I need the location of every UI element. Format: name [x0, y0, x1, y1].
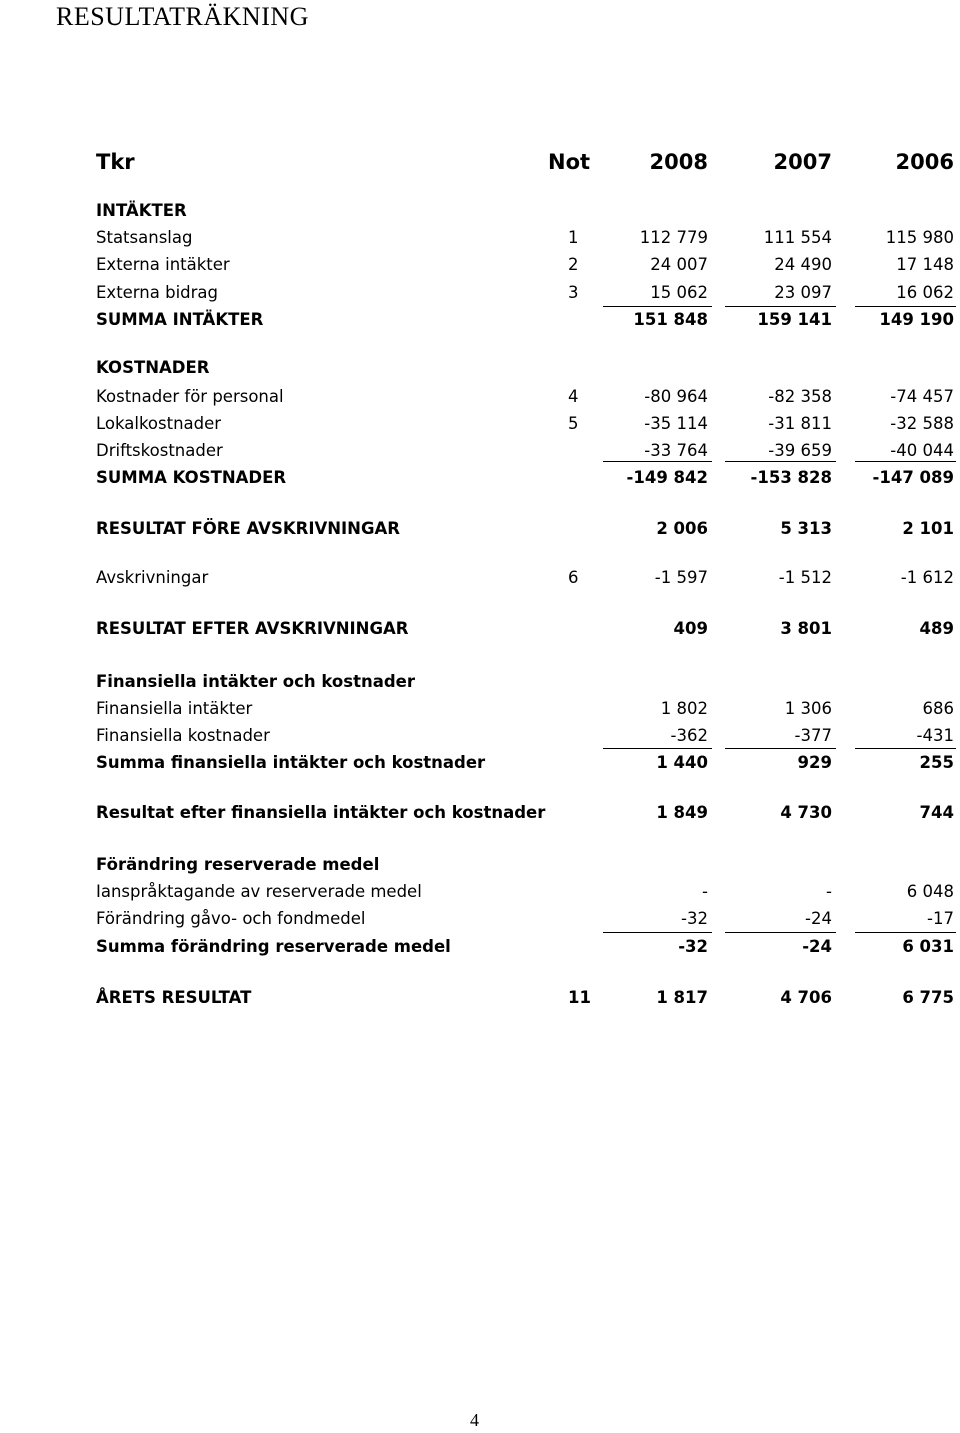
row-value: 24 007: [650, 255, 708, 274]
row-label: Förändring gåvo- och fondmedel: [96, 909, 366, 928]
row-value: 1 440: [656, 753, 708, 772]
header-year: 2006: [895, 150, 954, 174]
row-value: 4 730: [780, 803, 832, 822]
row-value: 149 190: [879, 310, 954, 329]
table-row: [96, 439, 956, 463]
header-year: 2008: [649, 150, 708, 174]
row-label: Avskrivningar: [96, 568, 209, 587]
row-value: 24 490: [774, 255, 832, 274]
row-value: -40 044: [890, 441, 954, 460]
row-value: -24: [805, 909, 832, 928]
row-value: -32: [678, 937, 708, 956]
row-note: 2: [568, 255, 579, 274]
row-value: -362: [670, 726, 708, 745]
header-note: Not: [548, 150, 591, 174]
row-value: -1 612: [900, 568, 954, 587]
row-value: 6 775: [902, 988, 954, 1007]
row-note: 5: [568, 414, 579, 433]
row-label: INTÄKTER: [96, 201, 187, 220]
row-label: ÅRETS RESULTAT: [96, 988, 252, 1007]
row-value: 2 006: [656, 519, 708, 538]
row-label: SUMMA INTÄKTER: [96, 310, 264, 329]
row-value: -24: [802, 937, 832, 956]
underline-rule: [855, 932, 956, 933]
table-row: [96, 853, 956, 877]
underline-rule: [603, 306, 712, 307]
table-row: [96, 724, 956, 748]
row-value: -: [826, 882, 832, 901]
document-title: RESULTATRÄKNING: [56, 2, 309, 31]
table-row: [96, 986, 956, 1010]
row-value: 5 313: [780, 519, 832, 538]
row-note: 4: [568, 387, 579, 406]
row-label: Finansiella intäkter och kostnader: [96, 672, 415, 691]
table-row: [96, 281, 956, 305]
row-value: -80 964: [644, 387, 708, 406]
row-note: 11: [568, 988, 591, 1007]
underline-rule: [855, 306, 956, 307]
row-value: 151 848: [633, 310, 708, 329]
table-row: [96, 356, 956, 380]
underline-rule: [725, 461, 836, 462]
table-row: [96, 617, 956, 641]
row-value: -1 512: [778, 568, 832, 587]
row-value: -39 659: [768, 441, 832, 460]
page-number: 4: [470, 1410, 479, 1430]
row-value: 115 980: [885, 228, 954, 247]
header-year: 2007: [773, 150, 832, 174]
table-row: [96, 253, 956, 277]
row-note: 6: [568, 568, 579, 587]
table-row: [96, 907, 956, 931]
row-value: -32: [681, 909, 708, 928]
row-label: Summa finansiella intäkter och kostnader: [96, 753, 486, 772]
row-label: Ianspråktagande av reserverade medel: [96, 882, 422, 901]
row-label: Resultat efter finansiella intäkter och kostnader: [96, 803, 546, 822]
table-row: [96, 935, 956, 959]
row-note: 1: [568, 228, 579, 247]
row-value: -35 114: [644, 414, 708, 433]
row-value: -: [702, 882, 708, 901]
underline-rule: [603, 748, 712, 749]
row-value: 3 801: [780, 619, 832, 638]
table-row: [96, 670, 956, 694]
row-value: 1 802: [660, 699, 708, 718]
row-value: 1 817: [656, 988, 708, 1007]
header-label: Tkr: [96, 150, 135, 174]
row-value: 1 849: [656, 803, 708, 822]
row-value: -17: [927, 909, 954, 928]
row-value: -32 588: [890, 414, 954, 433]
row-value: -31 811: [768, 414, 832, 433]
table-header: [96, 150, 956, 174]
row-value: 23 097: [774, 283, 832, 302]
table-row: [96, 517, 956, 541]
table-row: [96, 801, 956, 825]
row-value: 744: [919, 803, 954, 822]
underline-rule: [603, 932, 712, 933]
row-label: Finansiella kostnader: [96, 726, 270, 745]
underline-rule: [603, 461, 712, 462]
row-value: -82 358: [768, 387, 832, 406]
row-label: Externa intäkter: [96, 255, 230, 274]
row-value: -149 842: [626, 468, 708, 487]
row-label: Driftskostnader: [96, 441, 223, 460]
row-label: Summa förändring reserverade medel: [96, 937, 451, 956]
row-label: Förändring reserverade medel: [96, 855, 380, 874]
underline-rule: [855, 748, 956, 749]
row-value: 15 062: [650, 283, 708, 302]
row-value: -33 764: [644, 441, 708, 460]
underline-rule: [725, 306, 836, 307]
table-row: [96, 466, 956, 490]
row-value: 112 779: [639, 228, 708, 247]
row-label: RESULTAT EFTER AVSKRIVNINGAR: [96, 619, 409, 638]
row-label: KOSTNADER: [96, 358, 210, 377]
row-label: Externa bidrag: [96, 283, 219, 302]
underline-rule: [725, 932, 836, 933]
row-value: 929: [797, 753, 832, 772]
row-value: 409: [673, 619, 708, 638]
row-value: 17 148: [896, 255, 954, 274]
underline-rule: [725, 748, 836, 749]
row-label: Lokalkostnader: [96, 414, 222, 433]
row-value: 489: [919, 619, 954, 638]
row-value: 4 706: [780, 988, 832, 1007]
row-value: 255: [919, 753, 954, 772]
table-row: [96, 226, 956, 250]
row-value: 159 141: [757, 310, 832, 329]
row-value: -147 089: [872, 468, 954, 487]
table-row: [96, 697, 956, 721]
row-value: -74 457: [890, 387, 954, 406]
table-row: [96, 751, 956, 775]
table-row: [96, 412, 956, 436]
table-row: [96, 385, 956, 409]
row-value: -377: [794, 726, 832, 745]
row-value: 1 306: [784, 699, 832, 718]
table-row: [96, 566, 956, 590]
row-label: Finansiella intäkter: [96, 699, 253, 718]
row-label: Kostnader för personal: [96, 387, 284, 406]
table-row: [96, 308, 956, 332]
row-value: -153 828: [750, 468, 832, 487]
row-value: -1 597: [654, 568, 708, 587]
row-value: -431: [916, 726, 954, 745]
row-label: RESULTAT FÖRE AVSKRIVNINGAR: [96, 519, 401, 538]
row-value: 111 554: [763, 228, 832, 247]
table-row: [96, 880, 956, 904]
row-value: 2 101: [902, 519, 954, 538]
row-note: 3: [568, 283, 579, 302]
row-value: 686: [922, 699, 954, 718]
table-row: [96, 199, 956, 223]
row-label: SUMMA KOSTNADER: [96, 468, 287, 487]
row-value: 16 062: [896, 283, 954, 302]
row-value: 6 048: [906, 882, 954, 901]
row-label: Statsanslag: [96, 228, 193, 247]
underline-rule: [855, 461, 956, 462]
row-value: 6 031: [902, 937, 954, 956]
